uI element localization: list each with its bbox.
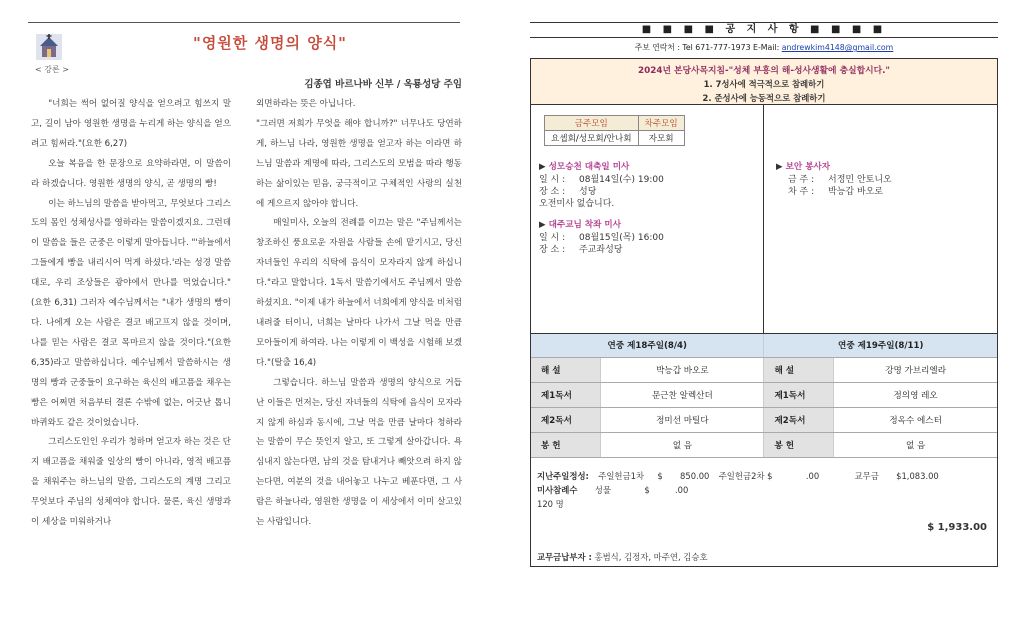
donors-line bbox=[537, 551, 708, 563]
event-note: 오전미사 없습니다. bbox=[539, 199, 615, 209]
event-title: 대주교님 착좌 미사 bbox=[548, 220, 622, 230]
event-date-label: 일 시 : bbox=[539, 233, 566, 243]
sermon-column-right bbox=[256, 95, 462, 533]
roster-name: 없 음 bbox=[601, 432, 764, 457]
announcements bbox=[531, 105, 997, 334]
notice-page bbox=[530, 22, 998, 567]
week-header: 연중 제19주일(8/11) bbox=[764, 334, 997, 357]
offering-amount: .00 bbox=[675, 484, 689, 495]
offering-row bbox=[537, 484, 991, 498]
offering-amount: 850.00 bbox=[680, 470, 710, 481]
meetings-next-week: 자모회 bbox=[638, 131, 684, 146]
event-title: 성모승천 대축일 미사 bbox=[548, 162, 630, 172]
arrow-right-icon: ▶ bbox=[539, 220, 546, 230]
role-label: 제1독서 bbox=[764, 382, 834, 407]
offering-amount: .00 bbox=[805, 470, 820, 481]
service-next-week-label: 차 주 : bbox=[788, 187, 815, 197]
liturgy-roster bbox=[531, 334, 997, 458]
service-panel bbox=[764, 105, 997, 333]
table-row bbox=[531, 432, 997, 457]
roster-name: 정의영 레오 bbox=[834, 382, 997, 407]
event-place: 성당 bbox=[579, 187, 597, 197]
event-place-label: 장 소 : bbox=[539, 245, 566, 255]
donors-label: 교무금납부자 : bbox=[537, 551, 592, 562]
security-volunteers bbox=[776, 161, 892, 198]
event-date: 08월14일(수) 19:00 bbox=[579, 175, 664, 185]
meetings-header-this-week: 금주모임 bbox=[545, 116, 639, 131]
meetings-header-next-week: 차주모임 bbox=[638, 116, 684, 131]
pastoral-directive bbox=[531, 59, 997, 105]
paragraph: 매일미사, 오늘의 전례를 이끄는 말은 "주님께서는 창조하신 풍요로운 자원을 사람들 손에 맡기시고, 당신 자녀들인 우리의 식탁에 음식이 모자라지 않게 하십니다."라고 말합니다. 1독서 말씀기에서도 주님께서 말씀하셨지요. "이제 내가 하늘에서 너희에게 양식을 비처럼 내려줄 터이니, 너희는 날마다 나가서 그날 먹을 만큼 모아들이게 하여라. 나는 이렇게 이 백성을 시험해 보겠다."(탈출 16,4) bbox=[256, 218, 462, 368]
role-label: 봉 헌 bbox=[531, 432, 601, 457]
top-divider bbox=[28, 22, 460, 23]
roster-name: 강명 가브리엘라 bbox=[834, 357, 997, 382]
event-date: 08월15일(목) 16:00 bbox=[579, 233, 664, 243]
event-archbishop-mass bbox=[539, 219, 664, 256]
currency: $ bbox=[657, 470, 663, 481]
roster-name: 정미선 마틸다 bbox=[601, 407, 764, 432]
table-row bbox=[531, 382, 997, 407]
offering-amount: $1,083.00 bbox=[896, 470, 939, 481]
role-label: 제2독서 bbox=[764, 407, 834, 432]
roster-name: 문근찬 알렉산더 bbox=[601, 382, 764, 407]
attendance: 120 명 bbox=[537, 498, 564, 509]
roster-name: 없 음 bbox=[834, 432, 997, 457]
table-row bbox=[531, 357, 997, 382]
service-next-week: 박능갑 바오로 bbox=[828, 187, 884, 197]
finance-section bbox=[531, 458, 997, 566]
event-date-label: 일 시 : bbox=[539, 175, 566, 185]
role-label: 제2독서 bbox=[531, 407, 601, 432]
paragraph: 그렇습니다. 하느님 말씀과 생명의 양식으로 거듭난 이들은 먼저는, 당신 자녀들의 식탁에 음식이 모자라지 않게 하심과 동시에, 그날 먹을 만큼 날마다 청하라는 말씀이 무슨 뜻인지 알고, 또 그렇게 살아갑니다. 욕심내지 않는다면, 남의 것을 탐내거나 빼앗으려 하지 않는다면, 여분의 것을 내어놓고 나누고 베푼다면, 그 사람은 하늘나라, 영원한 생명을 이 세상에서 이미 살고있는 사람입니다. bbox=[256, 377, 462, 528]
sermon-title: "영원한 생명의 양식" bbox=[193, 34, 347, 52]
service-this-week-label: 금 주 : bbox=[788, 175, 815, 185]
offering-row bbox=[537, 470, 991, 484]
role-label: 해 설 bbox=[531, 357, 601, 382]
currency: $ bbox=[767, 470, 773, 481]
paragraph: 오늘 복음을 한 문장으로 요약하라면, 이 말씀이라 하겠습니다. 영원한 생명의 양식, 곧 생명의 빵! bbox=[31, 158, 231, 189]
arrow-right-icon: ▶ bbox=[776, 162, 783, 172]
church-icon bbox=[36, 34, 62, 60]
directive-title: 2024년 본당사목지침-"성체 부흥의 해-성사생활에 충실합시다." bbox=[638, 66, 890, 76]
finance-label: 미사참례수 bbox=[537, 484, 578, 495]
offering-total: $ 1,933.00 bbox=[927, 521, 987, 533]
service-title: 보안 봉사자 bbox=[785, 162, 831, 172]
directive-item: 1. 7성사에 적극적으로 참례하기 bbox=[703, 79, 825, 89]
events-panel bbox=[531, 105, 764, 333]
notice-title: ■ ■ ■ ■ 공 지 사 항 ■ ■ ■ ■ bbox=[530, 22, 998, 38]
arrow-right-icon: ▶ bbox=[539, 162, 546, 172]
event-place: 주교좌성당 bbox=[579, 245, 623, 255]
contact-line bbox=[530, 42, 998, 54]
table-row bbox=[531, 407, 997, 432]
paragraph: "그러면 저희가 무엇을 해야 합니까?" 너무나도 당연하게, 하느님 나라, 영원한 생명을 얻고자 하는 이라면 하느님 말씀과 계명에 따라, 그리스도의 모범을 따라 행동하는 삶이있는 믿음, 궁극적이고 구체적인 사랑의 실천에 게으르지 않아야 합니다. bbox=[256, 118, 462, 209]
meetings-this-week: 요셉회/성모회/안나회 bbox=[545, 131, 639, 146]
offering-label: 성물 bbox=[594, 484, 611, 495]
sermon-author: 김종엽 바르나바 신부 / 옥룡성당 주임 bbox=[304, 79, 462, 90]
roster-name: 박능갑 바오로 bbox=[601, 357, 764, 382]
directive-item: 2. 준성사에 능동적으로 참례하기 bbox=[702, 93, 826, 103]
sermon-tag: < 강론 > bbox=[35, 65, 69, 74]
currency: $ bbox=[644, 484, 650, 495]
notice-frame bbox=[530, 58, 998, 567]
offering-label: 교무금 bbox=[854, 470, 879, 481]
contact-text: 주보 연락처 : Tel 671-777-1973 E-Mail: bbox=[634, 43, 782, 52]
donors-names: 홍범식, 김정자, 마주연, 김승호 bbox=[594, 551, 708, 562]
sermon-page bbox=[0, 0, 465, 621]
offering-label: 주일헌금1차 bbox=[598, 470, 645, 481]
event-assumption-mass bbox=[539, 161, 664, 210]
role-label: 제1독서 bbox=[531, 382, 601, 407]
email-link[interactable]: andrewkim4148@gmail.com bbox=[781, 43, 894, 52]
role-label: 해 설 bbox=[764, 357, 834, 382]
roster-name: 정옥수 에스터 bbox=[834, 407, 997, 432]
event-place-label: 장 소 : bbox=[539, 187, 566, 197]
sermon-column-left bbox=[31, 95, 231, 533]
meetings-table bbox=[544, 115, 685, 146]
paragraph: 외면하라는 뜻은 아닙니다. bbox=[256, 99, 356, 109]
week-header: 연중 제18주일(8/4) bbox=[531, 334, 764, 357]
finance-label: 지난주일정성: bbox=[537, 470, 589, 481]
offering-label: 주일헌금2차 bbox=[718, 470, 765, 481]
role-label: 봉 헌 bbox=[764, 432, 834, 457]
paragraph: "너희는 썩어 없어질 양식을 얻으려고 힘쓰지 말고, 길이 남아 영원한 생명을 누리게 하는 양식을 얻으려고 힘써라."(요한 6,27) bbox=[31, 99, 231, 149]
paragraph: 그리스도인인 우리가 청하며 얻고자 하는 것은 단지 배고픔을 채워줄 일상의 빵이 아니라, 영적 배고픔을 채워주는 하느님의 말씀, 그리스도의 계명 그리고 무엇보다 주님의 성체여야 합니다. 물론, 육신 생명과 이 세상을 미워하거나 bbox=[31, 437, 231, 528]
paragraph: 이는 하느님의 말씀을 받아먹고, 무엇보다 그리스도의 몸인 성체성사를 영하라는 말씀이겠지요. 그런데 이 말씀을 들은 군중은 이렇게 말아듭니다. "'하늘에서 그들에게 빵을 내리시어 먹게 하셨다.'라는 성경 말씀대로, 우리 조상들은 광야에서 만나를 먹었습니다."(요한 6,31) 그러자 예수님께서는 "내가 생명의 빵이다. 나에게 오는 사람은 결코 배고프지 않을 것이며, 나를 믿는 사람은 결코 목마르지 않을 것이다."(요한 6,35)라고 말씀하십니다. 예수님께서 말씀하시는 생명의 빵과 군중들이 요구하는 육신의 배고픔을 채우는 빵은 어쩌면 처음부터 결론 수밖에 없는, 어긋난 톱니바퀴와도 같은 것이었습니다. bbox=[31, 198, 231, 428]
service-this-week: 서정민 안토니오 bbox=[828, 175, 892, 185]
